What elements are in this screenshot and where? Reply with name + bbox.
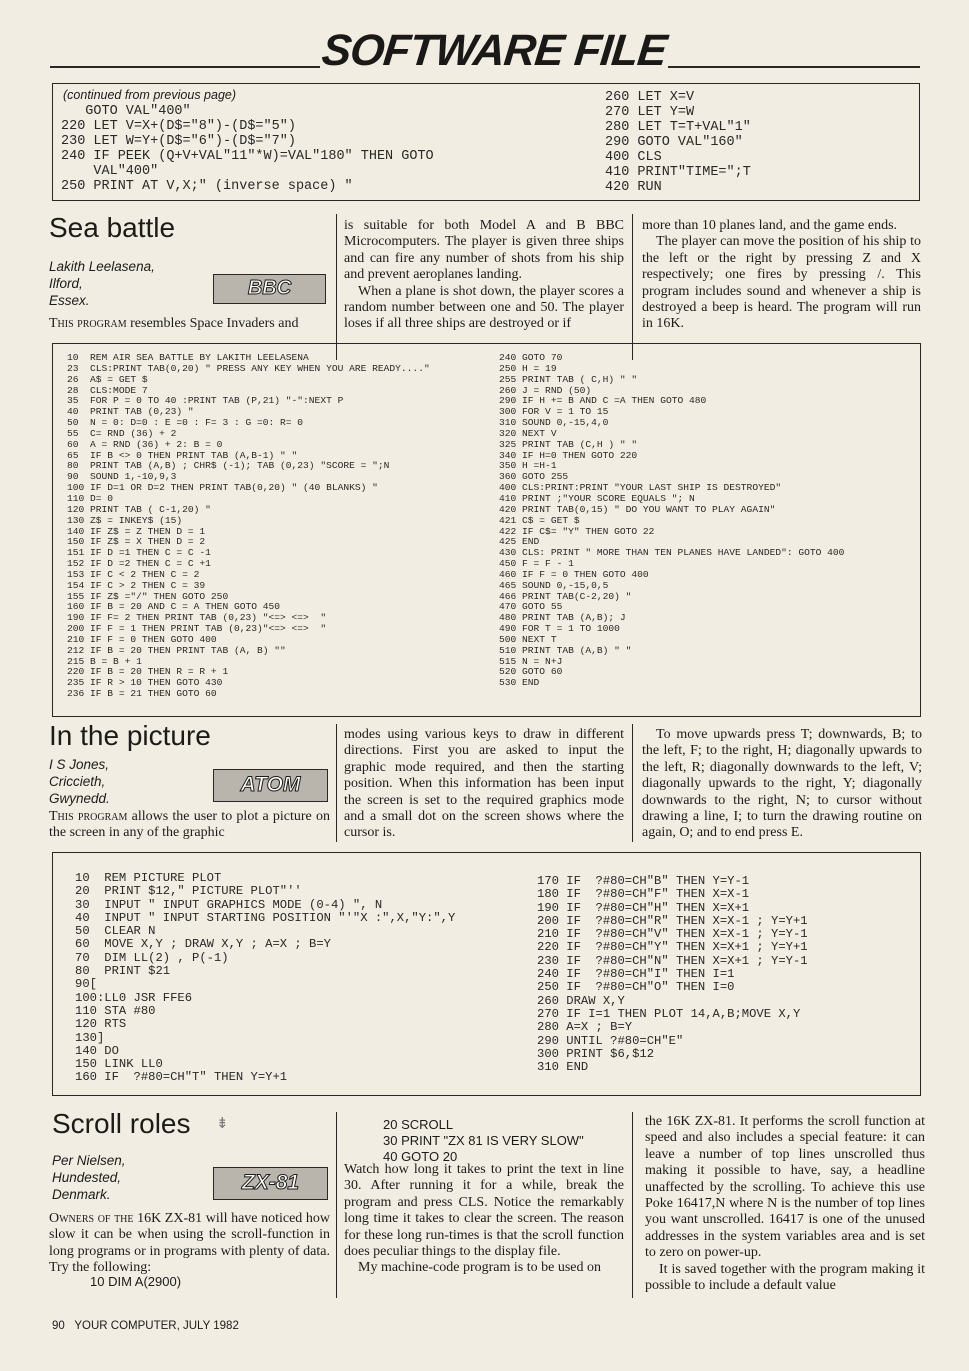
scroll-roles-col2-code: 20 SCROLL 30 PRINT "ZX 81 IS VERY SLOW" 40 GOTO 20 — [383, 1117, 584, 1164]
badge-atom: ATOM — [213, 769, 328, 802]
paragraph: more than 10 planes land, and the game ends. — [642, 218, 898, 233]
intro-lead: This program — [49, 809, 128, 824]
sea-battle-listing-box — [52, 343, 921, 717]
paragraph: modes using various keys to draw in different directions. First you are asked to input the graphic mode required, and then the starting position. When this information has been input the screen is set to the required graphics mode and a small dot on the screen shows where the cursor is. — [344, 727, 624, 841]
intro-rest: 16K ZX-81 will have noticed how slow it can be when using the scroll-function in long programs or in programs with plenty of data. Try the following: — [49, 1211, 330, 1276]
column-divider — [632, 1112, 633, 1298]
article-title-in-the-picture: In the picture — [49, 720, 211, 751]
paragraph: My machine-code program is to be used on — [358, 1260, 601, 1276]
scroll-roles-intro — [49, 1211, 330, 1277]
sea-battle-col3 — [642, 218, 921, 333]
badge-zx81: ZX-81 — [213, 1167, 328, 1200]
article-title-scroll-roles: Scroll roles — [52, 1108, 191, 1139]
magazine-issue: YOUR COMPUTER, JULY 1982 — [74, 1320, 239, 1332]
sea-battle-intro — [49, 316, 329, 332]
continued-code-right: 260 LET X=V 270 LET Y=W 280 LET T=T+VAL"1" 290 GOTO VAL"160" 400 CLS 410 PRINT"TIME=";T 420 RUN — [605, 90, 751, 195]
continued-note: (continued from previous page) — [63, 88, 237, 102]
paragraph: When a plane is shot down, the player scores a random number between one and 50. The player loses if all three ships are destroyed or if — [344, 283, 624, 332]
header-rule-right — [668, 66, 920, 68]
paragraph: is suitable for both Model A and B BBC Microcomputers. The player is given three ships and can fire any number of shots from his ship and prevent aeroplanes landing. — [344, 218, 624, 283]
paragraph: the 16K ZX-81. It performs the scroll function at speed and also includes a special feature: it can leave a number of top lines unscrolled thus making it possible to have, say, a headline unaffected by the scrolling. To achieve this use Poke 16417,N where N is the number of top lines you want unscrolled. 16417 is one of the unused addresses in the system variables area and is set to zero on power-up. — [645, 1114, 925, 1261]
scroll-roles-col2 — [344, 1162, 624, 1277]
column-divider — [336, 214, 337, 360]
paragraph: The player can move the position of his ship to the left or the right by pressing Z and X respectively; one fires by pressing /. This program includes sound and whenever a ship is destroyed a beep is heard. The program will run in 16K. — [642, 234, 921, 332]
badge-bbc: BBC — [213, 274, 326, 304]
sea-battle-col2 — [344, 218, 624, 333]
column-divider — [336, 724, 337, 842]
continued-listing-box — [52, 83, 920, 201]
page-number: 90 — [52, 1320, 65, 1332]
paragraph: Watch how long it takes to print the text in line 30. After running it for a while, break the program and press CLS. Notice the remarkably long time it takes to clear the screen. The reason for these long run-times is that the scroll function does peculiar things to the display file. — [344, 1162, 624, 1260]
intro-lead: Owners of the — [49, 1211, 134, 1226]
in-the-picture-intro — [49, 809, 330, 842]
in-the-picture-code-left: 10 REM PICTURE PLOT 20 PRINT $12," PICTURE PLOT"'' 30 INPUT " INPUT GRAPHICS MODE (0-4) ", N 40 INPUT " INPUT STARTING POSITION "'"X :",X,"Y:",Y 50 CLEAR N 60 MOVE X,Y ; DRAW X,Y ; A=X ; B=Y 70 DIM LL(2) , P(-1) 80 PRINT $21 90[ 100:LL0 JSR FFE6 110 STA #80 120 RTS 130] 140 DO 150 LINK LL0 160 IF ?#80=CH"T" THEN Y=Y+1 — [75, 871, 456, 1085]
author-sea-battle: Lakith Leelasena, Ilford, Essex. — [49, 259, 155, 308]
article-title-sea-battle: Sea battle — [49, 212, 176, 243]
intro-lead: This program — [49, 316, 127, 331]
paragraph: To move upwards press T; downwards, B; to the left, F; to the right, H; diagonally upwards to the left, R; diagonally downwards to the left, V; diagonally upwards to the right, Y; diagonally downwards to the right, N; to cursor without drawing a line, I; to turn the drawing routine on again, O; and to end press E. — [642, 727, 922, 841]
scroll-arrows-icon: ⇟ — [216, 1114, 229, 1132]
continued-code-left: GOTO VAL"400" 220 LET V=X+(D$="8")-(D$="5") 230 LET W=Y+(D$="6")-(D$="7") 240 IF PEEK (Q+V+VAL"11"*W)=VAL"180" THEN GOTO VAL"400" 250 PRINT AT V,X;" (inverse space) " — [61, 104, 434, 194]
sea-battle-code-left: 10 REM AIR SEA BATTLE BY LAKITH LEELASENA 23 CLS:PRINT TAB(0,20) " PRESS ANY KEY WHEN YOU ARE READY...." 26 A$ = GET $ 28 CLS:MODE 7 35 FOR P = 0 TO 40 :PRINT TAB (P,21) "-":NEXT P 40 PRINT TAB (0,23) " 50 N = 0: D=0 : E =0 : F= 3 : G =0: R= 0 55 C= RND (36) + 2 60 A = RND (36) + 2: B = 0 65 IF B <> 0 THEN PRINT TAB (A,B-1) " " 80 PRINT TAB (A,B) ; CHR$ (-1); TAB (0,23) "SCORE = ";N 90 SOUND 1,-10,9,3 100 IF D=1 OR D=2 THEN PRINT TAB(0,20) " (40 BLANKS) " 110 D= 0 120 PRINT TAB ( C-1,20) " 130 Z$ = INKEY$ (15) 140 IF Z$ = Z THEN D = 1 150 IF Z$ = X THEN D = 2 151 IF D =1 THEN C = C -1 152 IF D =2 THEN C = C +1 153 IF C < 2 THEN C = 2 154 IF C > 2 THEN C = 39 155 IF Z$ ="/" THEN GOTO 250 160 IF B = 20 AND C = A THEN GOTO 450 190 IF F= 2 THEN PRINT TAB (0,23) "<=> <=> " 200 IF F = 1 THEN PRINT TAB (0,23)"<=> <=> " 210 IF F = 0 THEN GOTO 400 212 IF B = 20 THEN PRINT TAB (A, B) "" 215 B = B + 1 220 IF B = 20 THEN R = R + 1 235 IF R > 10 THEN GOTO 430 236 IF B = 21 THEN GOTO 60 — [67, 352, 430, 700]
in-the-picture-col3 — [642, 727, 922, 842]
in-the-picture-listing-box — [52, 852, 921, 1096]
paragraph: It is saved together with the program making it possible to include a default value — [645, 1261, 925, 1294]
in-the-picture-code-right: 170 IF ?#80=CH"B" THEN Y=Y-1 180 IF ?#80=CH"F" THEN X=X-1 190 IF ?#80=CH"H" THEN X=X+1 200 IF ?#80=CH"R" THEN X=X-1 ; Y=Y+1 210 IF ?#80=CH"V" THEN X=X-1 ; Y=Y-1 220 IF ?#80=CH"Y" THEN X=X+1 ; Y=Y+1 230 IF ?#80=CH"N" THEN X=X+1 ; Y=Y-1 240 IF ?#80=CH"I" THEN I=1 250 IF ?#80=CH"O" THEN I=0 260 DRAW X,Y 270 IF I=1 THEN PLOT 14,A,B;MOVE X,Y 280 A=X ; B=Y 290 UNTIL ?#80=CH"E" 300 PRINT $6,$12 310 END — [537, 874, 808, 1075]
page-title: SOFTWARE FILE — [319, 26, 669, 75]
header-rule-left — [50, 66, 320, 68]
footer — [52, 1320, 239, 1332]
intro-rest: allows the user to plot a picture on the screen in any of the graphic — [49, 809, 331, 841]
column-divider — [632, 724, 633, 842]
intro-rest: resembles Space Invaders and — [126, 316, 299, 331]
in-the-picture-col2 — [344, 727, 624, 842]
sea-battle-code-right: 240 GOTO 70 250 H = 19 255 PRINT TAB ( C,H) " " 260 J = RND (50) 290 IF H += B AND C =A THEN GOTO 480 300 FOR V = 1 TO 15 310 SOUND 0,-15,4,0 320 NEXT V 325 PRINT TAB (C,H ) " " 340 IF H=0 THEN GOTO 220 350 H =H-1 360 GOTO 255 400 CLS:PRINT:PRINT "YOUR LAST SHIP IS DESTROYED" 410 PRINT ;"YOUR SCORE EQUALS "; N 420 PRINT TAB(0,15) " DO YOU WANT TO PLAY AGAIN" 421 C$ = GET $ 422 IF C$= "Y" THEN GOTO 22 425 END 430 CLS: PRINT " MORE THAN TEN PLANES HAVE LANDED": GOTO 400 450 F = F - 1 460 IF F = 0 THEN GOTO 400 465 SOUND 0,-15,0,5 466 PRINT TAB(C-2,20) " 470 GOTO 55 480 PRINT TAB (A,B); J 490 FOR T = 1 TO 1000 500 NEXT T 510 PRINT TAB (A,B) " " 515 N = N+J 520 GOTO 60 530 END — [499, 352, 845, 689]
column-divider — [336, 1112, 337, 1298]
scroll-roles-col3 — [645, 1114, 925, 1294]
column-divider — [632, 214, 633, 360]
author-scroll-roles: Per Nielsen, Hundested, Denmark. — [52, 1153, 126, 1202]
scroll-roles-code-line: 10 DIM A(2900) — [90, 1274, 182, 1289]
author-in-the-picture: I S Jones, Criccieth, Gwynedd. — [49, 757, 110, 806]
